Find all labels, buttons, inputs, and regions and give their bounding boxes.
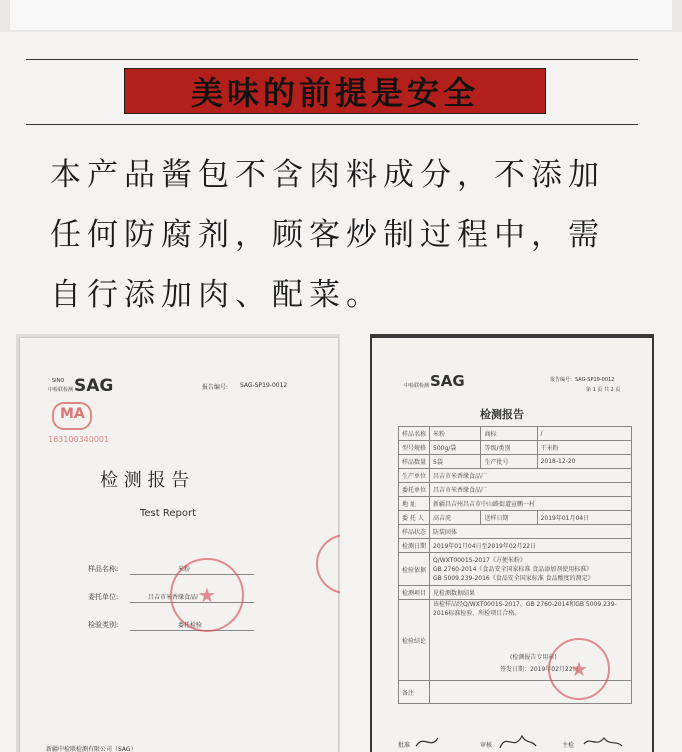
- table-row: 样品名称 米粉 商标 /: [399, 427, 632, 441]
- description-line-1: 本产品酱包不含肉料成分，不添加: [50, 157, 605, 193]
- banner-title: 美味的前提是安全: [190, 74, 479, 112]
- field-label-client: 委托单位:: [88, 593, 119, 601]
- sign-label-review: 审核: [480, 742, 493, 749]
- cma-mark: MA: [60, 406, 85, 422]
- table-row: 样品状态 防装固体: [399, 525, 632, 539]
- cover-title-en: Test Report: [140, 508, 197, 519]
- sign-label-approve: 批准: [398, 742, 411, 749]
- title-banner: [124, 68, 546, 114]
- field-value-sample: 米粉: [178, 566, 191, 573]
- report-no-label: 报告编号:: [202, 384, 229, 391]
- description-line-2: 任何防腐剂，顾客炒制过程中，需: [50, 217, 605, 253]
- table-row: 委托单位 昌吉市米香缘食品厂: [399, 483, 632, 497]
- divider-top: [26, 59, 638, 60]
- top-band: [0, 0, 682, 32]
- field-underline: [130, 630, 254, 631]
- table-row: 检测项目 见检测数据结果: [399, 586, 632, 600]
- red-seal: ★: [170, 558, 244, 632]
- sino-cn-label: 中检联检测: [48, 387, 74, 393]
- inspection-seal: ★: [548, 638, 610, 700]
- field-value-category: 委托检验: [178, 622, 203, 629]
- cma-code: 163100340001: [48, 435, 110, 444]
- table-row: 生产单位 昌吉市米香缘食品厂: [399, 469, 632, 483]
- sino-cn-label-right: 中检联检测: [404, 383, 430, 389]
- report-page-document: [372, 338, 652, 752]
- description-line-3: 自行添加肉、配菜。: [50, 277, 383, 313]
- sag-logo: SAG: [74, 376, 114, 396]
- cover-title-cn: 检 测 报 告: [100, 470, 190, 491]
- table-row: 备注: [399, 681, 632, 704]
- report-no-right: 报告编号：SAG-SP19-0012: [550, 377, 615, 383]
- sag-logo-right: SAG: [430, 372, 465, 390]
- sign-label-main: 主检: [562, 742, 575, 749]
- table-row: 检验依据 Q/WXT0001S-2017《方便米粉》 GB 2760-2014《食品安全国家标准 食品添加剂使用标准》 GB 5009.239-2016《食品安全国家标准 食品酸度的测定》: [399, 553, 632, 586]
- sino-label: SINO: [52, 378, 65, 384]
- report-cover-document: [20, 338, 338, 752]
- field-label-sample: 样品名称:: [88, 565, 119, 573]
- handwritten-signatures: [414, 730, 654, 752]
- table-row: 委 托 人 高吉虎 送样日期 2019年01月04日: [399, 511, 632, 525]
- table-row: 样品数量 5袋 生产批号 2018-12-20: [399, 455, 632, 469]
- field-value-client: 吕吉市米香缘食品厂: [148, 594, 203, 601]
- field-label-category: 检验类别:: [88, 621, 119, 629]
- page-number: 第 1 页 共 2 页: [586, 387, 621, 393]
- table-row: 检验结论 该检样品经Q/WXT0001S-2017、GB 2760-2014和GB 5009.239-2016标准检验，所检项目合格。 (检测报告专用章) 签发日期：2019年02月22日: [399, 600, 632, 681]
- table-row: 型号规格 500g/袋 等级/类别 干米粉: [399, 441, 632, 455]
- cover-footer: 新疆中检联检测有限公司（SAG）: [46, 746, 137, 752]
- table-row: 检测日期 2019年01月04日至2019年02月22日: [399, 539, 632, 553]
- red-seal-partial: [316, 534, 340, 594]
- report-cover-photo: [16, 334, 340, 752]
- report-page-photo: [370, 334, 654, 752]
- report-no: SAG-SP19-0012: [240, 382, 288, 389]
- divider-bottom: [26, 124, 638, 125]
- report-title: 检测报告: [480, 408, 524, 421]
- table-row: 地 址 新疆昌吉州昌吉市中山路街道宣鹏一村: [399, 497, 632, 511]
- cma-seal: [52, 402, 92, 430]
